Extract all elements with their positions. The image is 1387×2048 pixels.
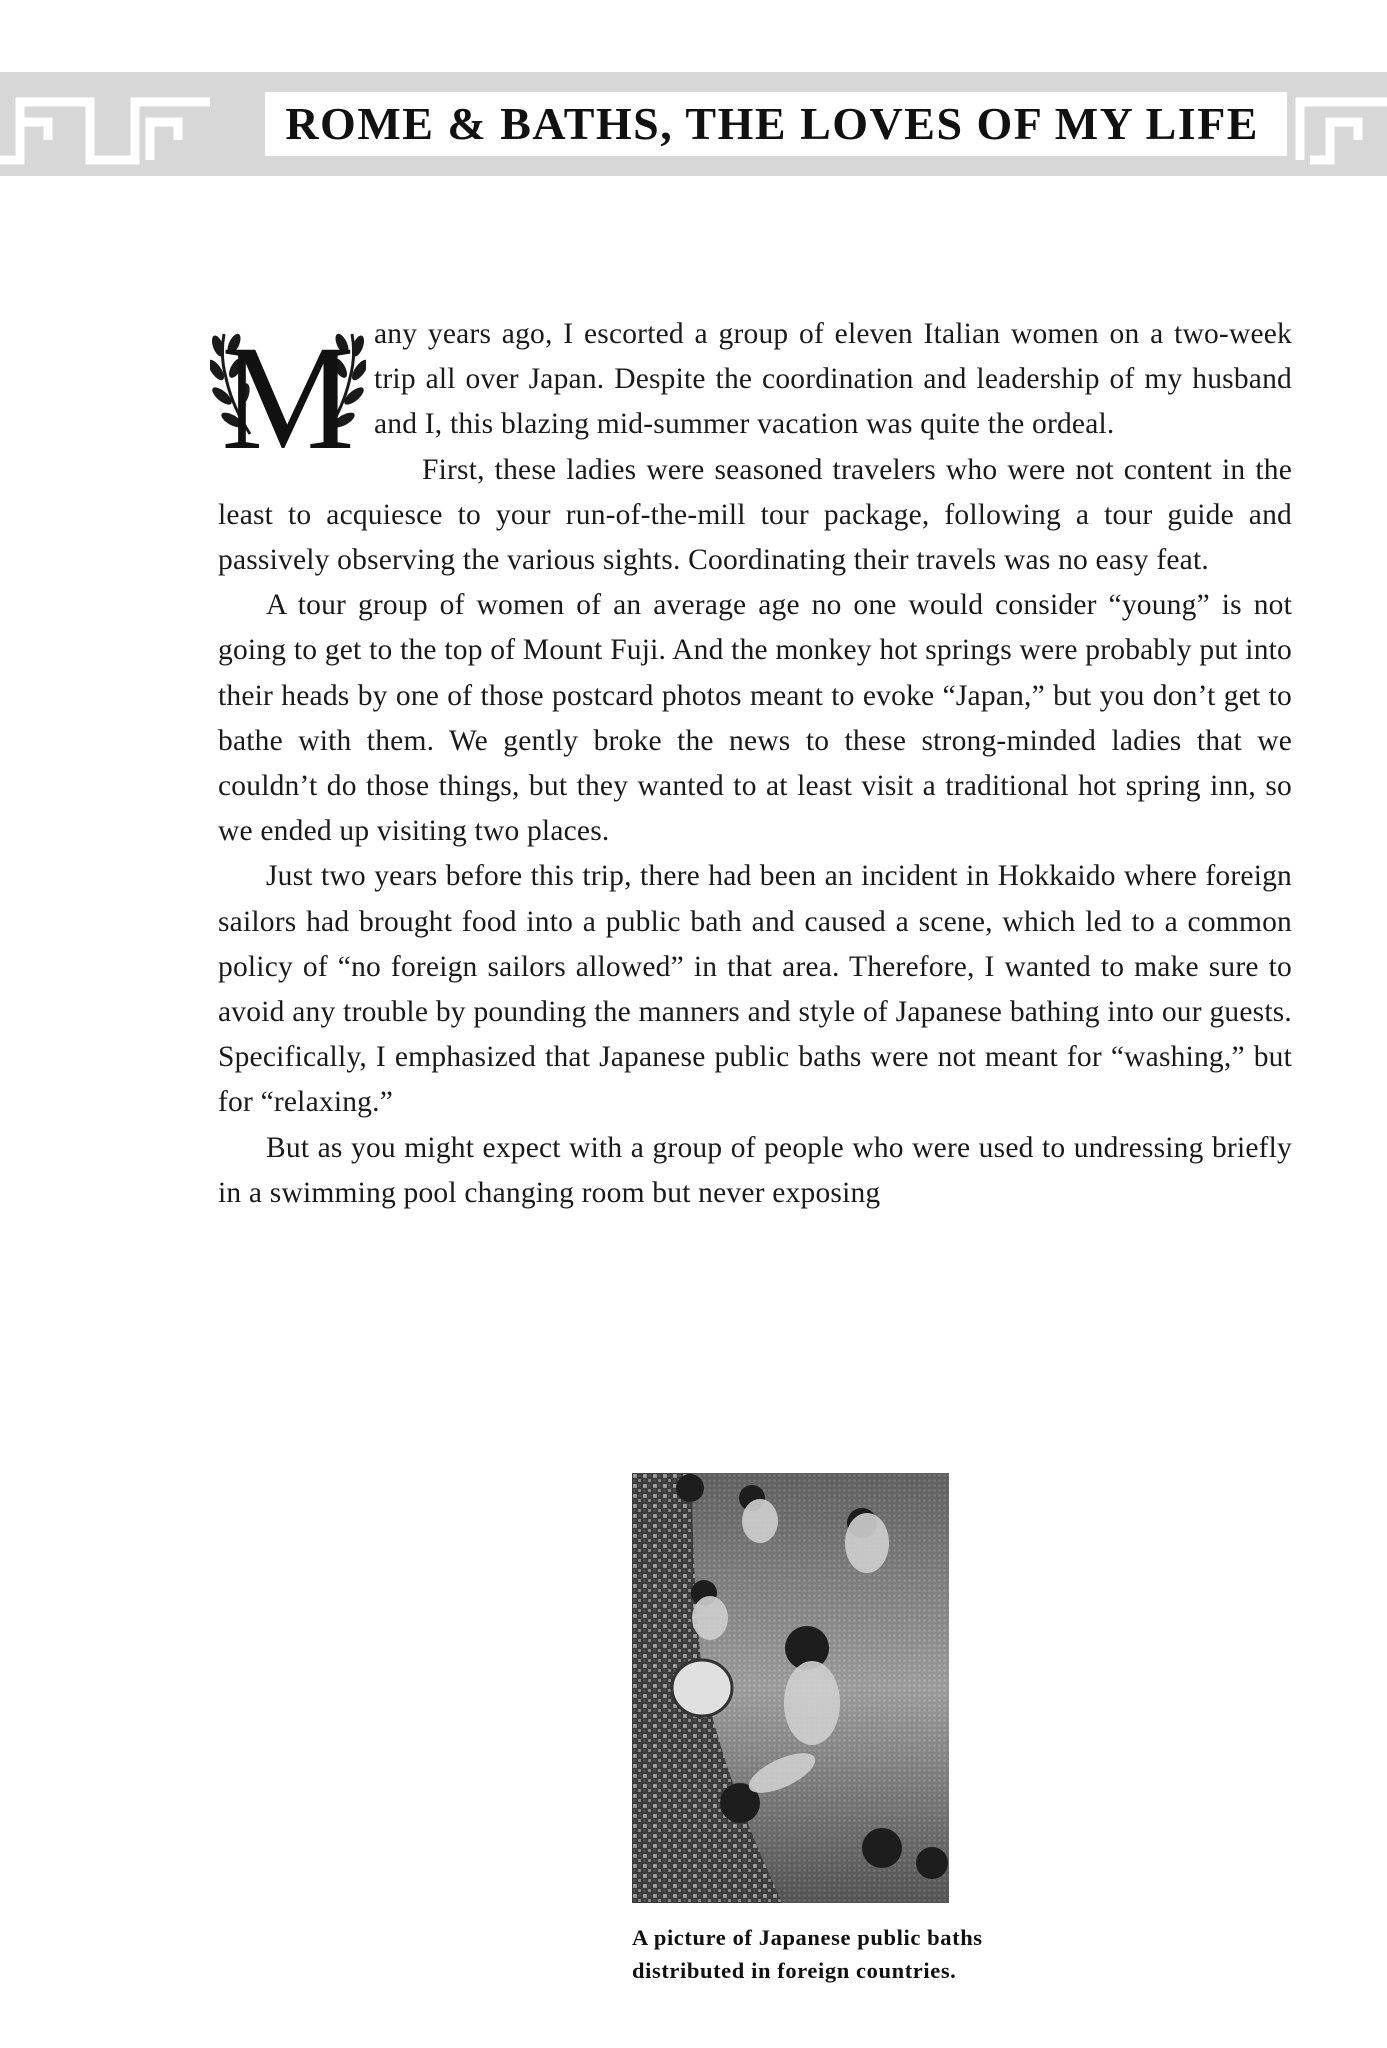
bath-photo xyxy=(632,1473,949,1903)
page-title: ROME & BATHS, THE LOVES OF MY LIFE xyxy=(265,92,1287,156)
paragraph-1 xyxy=(218,312,1292,456)
article-body xyxy=(218,312,1292,1216)
paragraph-2: First, these ladies were seasoned travelers who were not content in the least to acquiesce to your run-of-the-mill tour package, following a tour guide and passively observing the various sights. Coordinating their travels was no easy feat. xyxy=(218,453,1292,577)
photo-caption xyxy=(632,1921,1052,1987)
drop-cap-letter: M xyxy=(221,316,355,456)
paragraph-1-text: any years ago, I escorted a group of eleven Italian women on a two-week trip all over Japan. Despite the coordination and leadership of my husband and I, this blazing mid-summer vacation was quite the ordeal. xyxy=(374,318,1292,441)
paragraph-4: Just two years before this trip, there had been an incident in Hokkaido where foreign sailors had brought food into a public bath and caused a scene, which led to a common policy of “no foreign sailors allowed” in that area. Therefore, I wanted to make sure to avoid any trouble by pounding the manners and style of Japanese bathing into our guests. Specifically, I emphasized that Japanese public baths were not meant for “washing,” but for “relaxing.” xyxy=(218,860,1292,1119)
caption-line-2: distributed in foreign countries. xyxy=(632,1958,957,1983)
drop-cap xyxy=(210,316,366,456)
caption-line-1: A picture of Japanese public baths xyxy=(632,1925,983,1950)
paragraph-5: But as you might expect with a group of people who were used to undressing briefly in a swimming pool changing room but never exposing xyxy=(218,1131,1292,1209)
paragraph-3: A tour group of women of an average age no one would consider “young” is not going to get to the top of Mount Fuji. And the monkey hot springs were probably put into their heads by one of those postcard photos meant to evoke “Japan,” but you don’t get to bathe with them. We gently broke the news to these strong-minded ladies that we couldn’t do those things, but they wanted to at least visit a traditional hot spring inn, so we ended up visiting two places. xyxy=(218,589,1292,848)
